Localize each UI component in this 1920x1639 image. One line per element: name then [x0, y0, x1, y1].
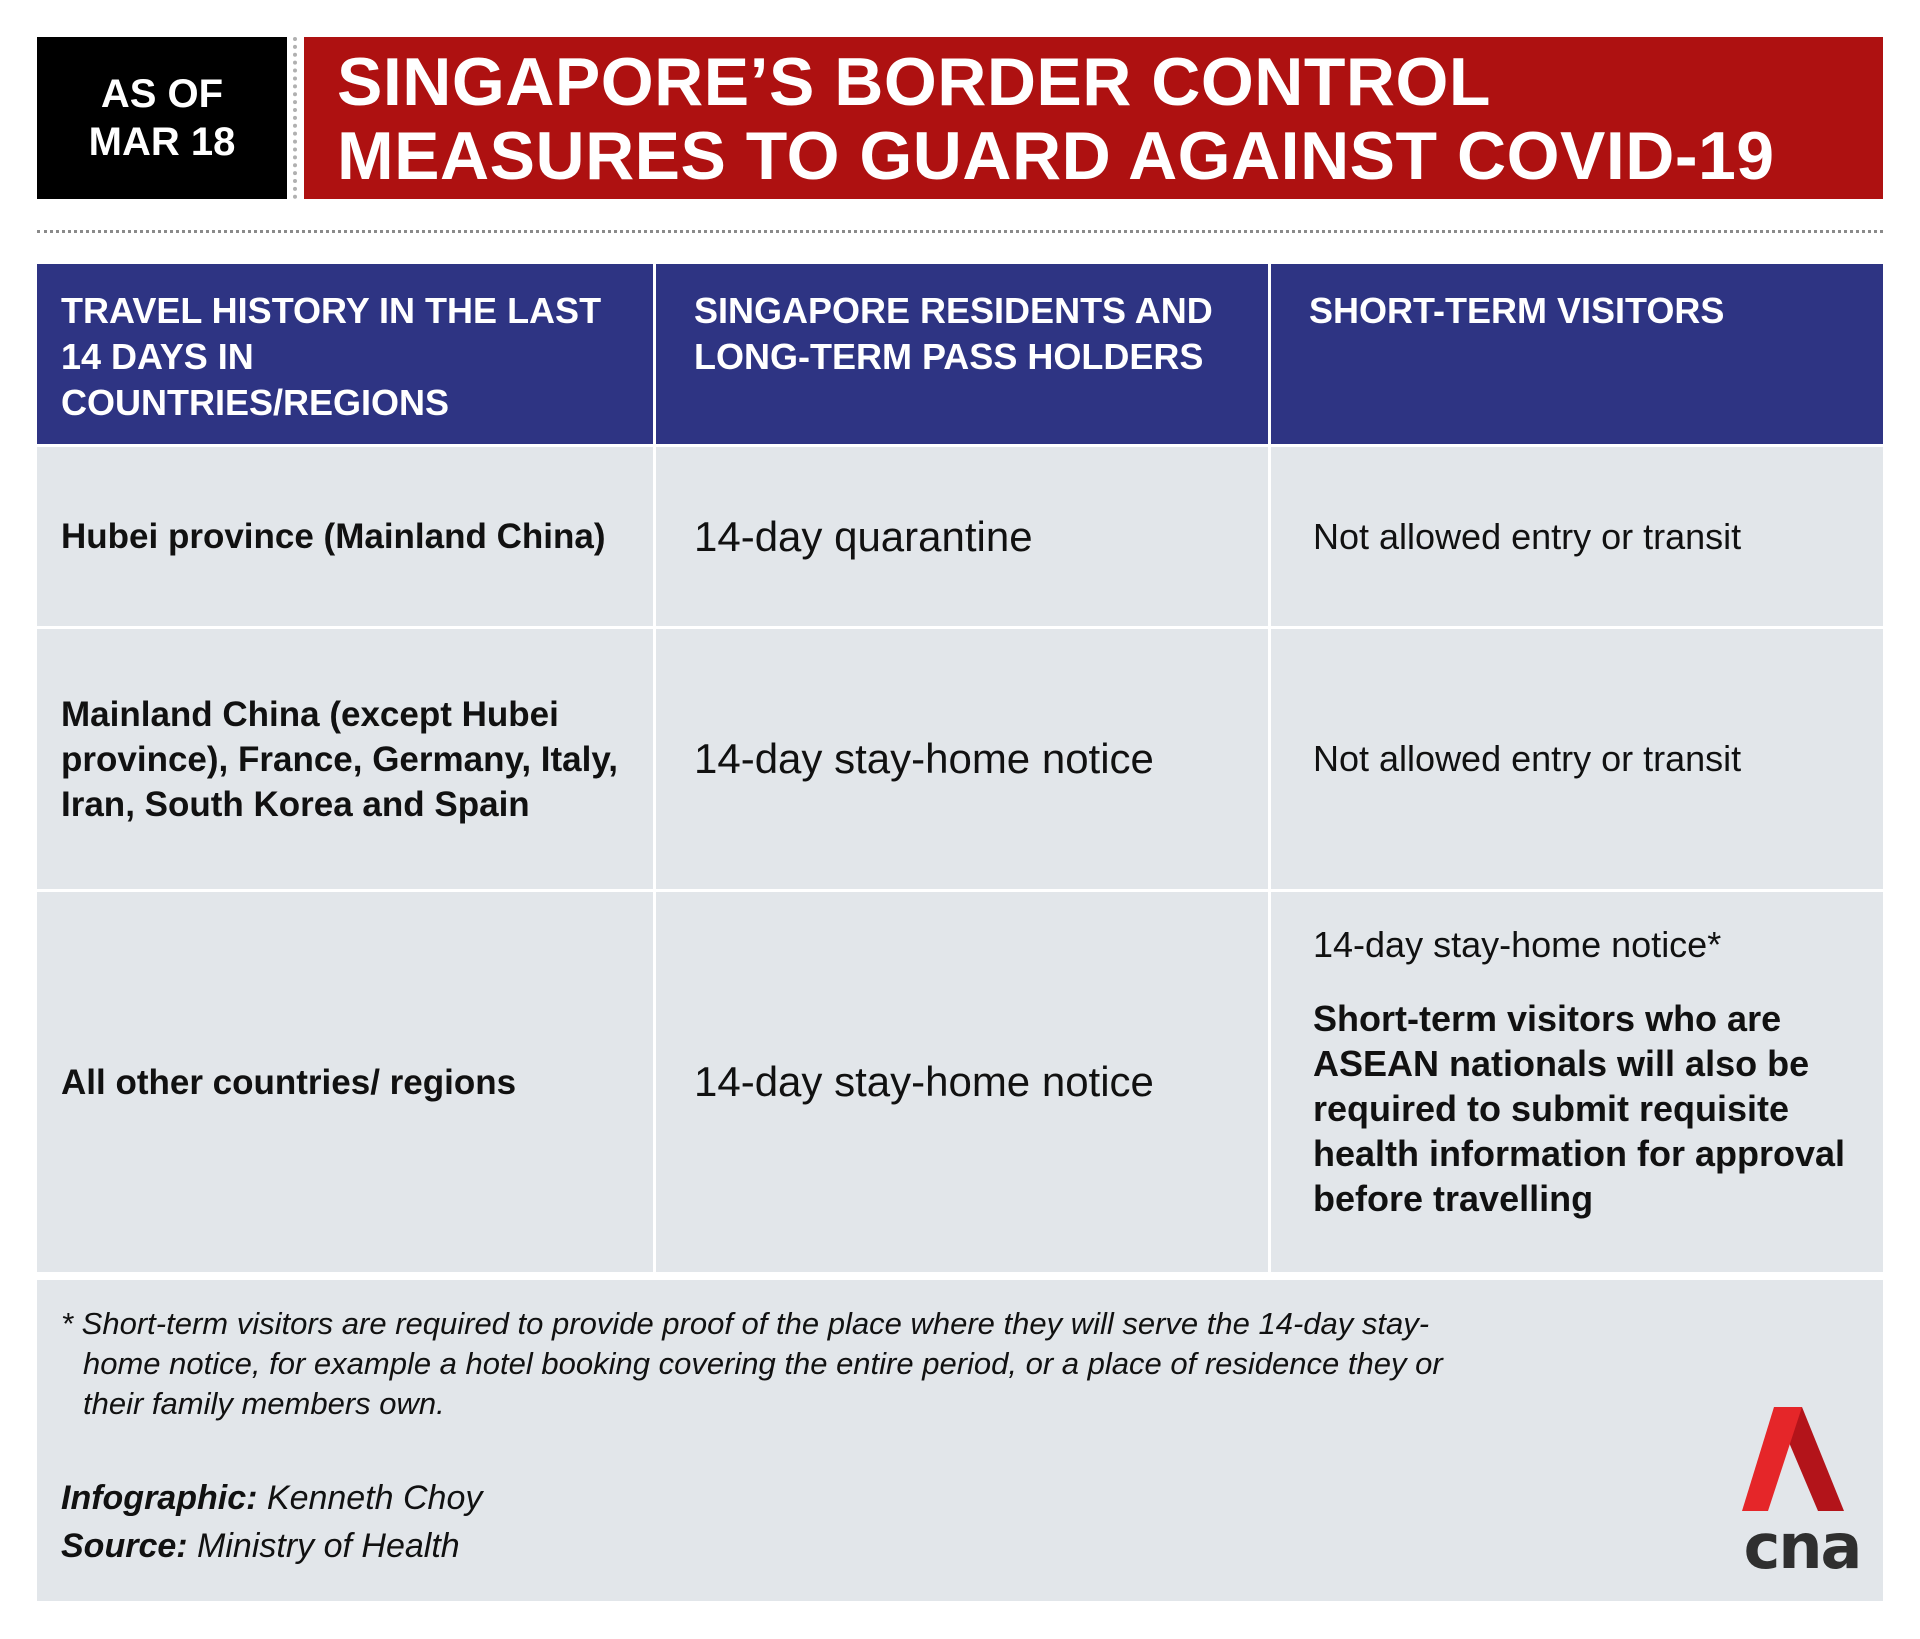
footer [37, 1277, 1883, 1601]
region-cell [37, 892, 653, 1272]
page-title [304, 37, 1883, 199]
asean-note: Short-term visitors who are ASEAN nationals will also be required to submit requisite health information for approval before travelling [1313, 998, 1846, 1219]
date-line-2: MAR 18 [88, 120, 236, 164]
visitors-cell [1268, 629, 1883, 889]
dotted-divider [37, 230, 1883, 233]
residents-text: 14-day stay-home notice [694, 735, 1154, 782]
visitors-cell [1268, 447, 1883, 626]
visitors-text: Not allowed entry or transit [1313, 515, 1742, 557]
visitors-text: 14-day stay-home notice* [1313, 924, 1722, 965]
cna-logo [1732, 1407, 1872, 1587]
infographic-label: Infographic: [61, 1479, 258, 1517]
region-text: All other countries/ regions [61, 1062, 517, 1102]
region-cell [37, 629, 653, 889]
table-row [37, 444, 1883, 626]
residents-cell [653, 892, 1268, 1272]
source-name: Ministry of Health [197, 1527, 460, 1565]
source-label: Source: [61, 1527, 188, 1565]
header-divider [293, 37, 297, 199]
footnote: * Short-term visitors are required to provide proof of the place where they will serve the 14-day stay-home notice, for example a hotel booking covering the entire period, or a place of residence they or their family members own. [61, 1306, 1443, 1421]
residents-text: 14-day quarantine [694, 512, 1033, 560]
cna-logo-mark-icon [1732, 1407, 1872, 1517]
infographic-credit [61, 1476, 482, 1520]
visitors-cell [1268, 892, 1883, 1272]
residents-cell [653, 447, 1268, 626]
table-row [37, 626, 1883, 889]
title-line-1: SINGAPORE’S BORDER CONTROL [337, 44, 1491, 120]
column-header-visitors: SHORT-TERM VISITORS [1268, 264, 1883, 444]
region-text: Hubei province (Mainland China) [61, 517, 606, 556]
logo-wordmark: cna [1743, 1510, 1861, 1583]
date-badge [37, 37, 287, 199]
residents-text: 14-day stay-home notice [694, 1058, 1154, 1105]
date-line-1: AS OF [100, 72, 224, 116]
region-text: Mainland China (except Hubei province), France, Germany, Italy, Iran, South Korea and Spain [61, 694, 618, 824]
table-header-row [37, 264, 1883, 444]
title-line-2: MEASURES TO GUARD AGAINST COVID-19 [337, 118, 1775, 194]
region-cell [37, 447, 653, 626]
visitors-text: Not allowed entry or transit [1313, 738, 1742, 779]
column-header-residents: SINGAPORE RESIDENTS AND LONG-TERM PASS HOLDERS [653, 264, 1268, 444]
table-row [37, 889, 1883, 1272]
infographic-author: Kenneth Choy [266, 1479, 483, 1517]
residents-cell [653, 629, 1268, 889]
source-credit [61, 1524, 460, 1568]
measures-table [37, 264, 1883, 1272]
header [37, 37, 1883, 199]
column-header-travel-history: TRAVEL HISTORY IN THE LAST 14 DAYS IN COUNTRIES/REGIONS [37, 264, 653, 444]
